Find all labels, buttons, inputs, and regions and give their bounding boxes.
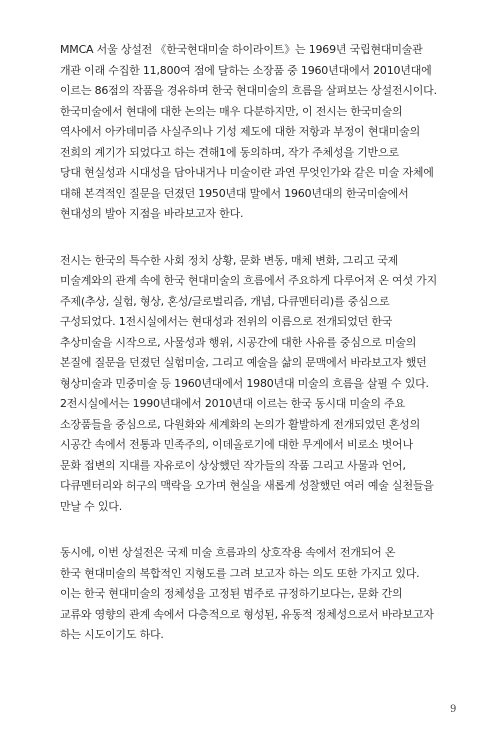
text-line: MMCA 서울 상설전 《한국현대미술 하이라이트》는 1969년 국립현대미술관: [60, 43, 423, 56]
text-line: 추상미술을 시작으로, 사물성과 행위, 시공간에 대한 사유를 중심으로 미술의: [60, 335, 417, 349]
paragraph-2: [60, 251, 480, 518]
text-line: 역사에서 아카데미즘 사실주의나 기성 제도에 대한 저항과 부정이 현대미술의: [60, 125, 421, 138]
text-line: 문화 접변의 지대를 자유로이 상상했던 작가들의 작품 그리고 사물과 언어,: [60, 458, 406, 472]
text-line: 소장품들을 중심으로, 다원화와 세계화의 논의가 활발하게 전개되었던 혼성의: [60, 417, 421, 431]
text-line: 만날 수 있다.: [60, 499, 123, 513]
text-line: 전희의 계기가 되었다고 하는 견해1에 동의하며, 작가 주체성을 기반으로: [60, 145, 399, 159]
text-line: 2전시실에서는 1990년대에서 2010년대 이르는 한국 동시대 미술의 주요: [60, 397, 405, 410]
text-line: 한국 현대미술의 복합적인 지형도를 그려 보고자 하는 의도 또한 가지고 있다.: [60, 566, 420, 580]
text-line: 이르는 86점의 작품을 경유하며 한국 현대미술의 흐름을 살펴보는 상설전시이다.: [60, 84, 437, 97]
text-line: 당대 현실성과 시대성을 담아내거나 미술이란 과연 무엇인가와 같은 미술 자체에: [60, 166, 434, 179]
text-line: 동시에, 이번 상설전은 국제 미술 흐름과의 상호작용 속에서 전개되어 온: [60, 546, 396, 559]
text-line: 구성되었다. 1전시실에서는 현대성과 전위의 이름으로 전개되었던 한국: [60, 315, 393, 328]
text-line: 전시는 한국의 특수한 사회 정치 상황, 문화 변동, 매체 변화, 그리고 국제: [60, 253, 399, 267]
text-line: 하는 시도이기도 하다.: [60, 628, 164, 641]
text-line: 시공간 속에서 전통과 민족주의, 이데올로기에 대한 무게에서 비로소 벗어나: [60, 438, 413, 451]
page-number: 9: [450, 704, 457, 715]
text-line: 한국미술에서 현대에 대한 논의는 매우 다분하지만, 이 전시는 한국미술의: [60, 104, 403, 118]
text-line: 미술계와의 관계 속에 한국 현대미술의 흐름에서 주요하게 다루어져 온 여섯 가지: [60, 274, 438, 287]
paragraph-3: [60, 543, 480, 646]
text-line: 다큐멘터리와 허구의 맥락을 오가며 현실을 새롭게 성찰했던 여러 예술 실천들을: [60, 479, 434, 492]
text-line: 이는 한국 현대미술의 정체성을 고정된 범주로 규정하기보다는, 문화 간의: [60, 587, 403, 600]
text-line: 개관 이래 수집한 11,800여 점에 달하는 소장품 중 1960년대에서 2010년대에: [60, 63, 432, 77]
text-line: 현대성의 발아 지점을 바라보고자 한다.: [60, 207, 244, 220]
document-body: [60, 40, 480, 646]
text-line: 형상미술과 민중미술 등 1960년대에서 1980년대 미술의 흐름을 살필 수 있다.: [60, 376, 429, 390]
text-line: 대해 본격적인 질문을 던졌던 1950년대 말에서 1960년대의 한국미술에서: [60, 186, 409, 200]
text-line: 본질에 질문을 던졌던 실험미술, 그리고 예술을 삶의 문맥에서 바라보고자 했던: [60, 356, 427, 369]
text-line: 주제(추상, 실험, 형상, 혼성/글로벌리즘, 개념, 다큐멘터리)를 중심으로: [60, 294, 390, 308]
text-line: 교류와 영향의 관계 속에서 다층적으로 형성된, 유동적 정체성으로서 바라보고자: [60, 607, 434, 621]
paragraph-1: [60, 40, 480, 225]
